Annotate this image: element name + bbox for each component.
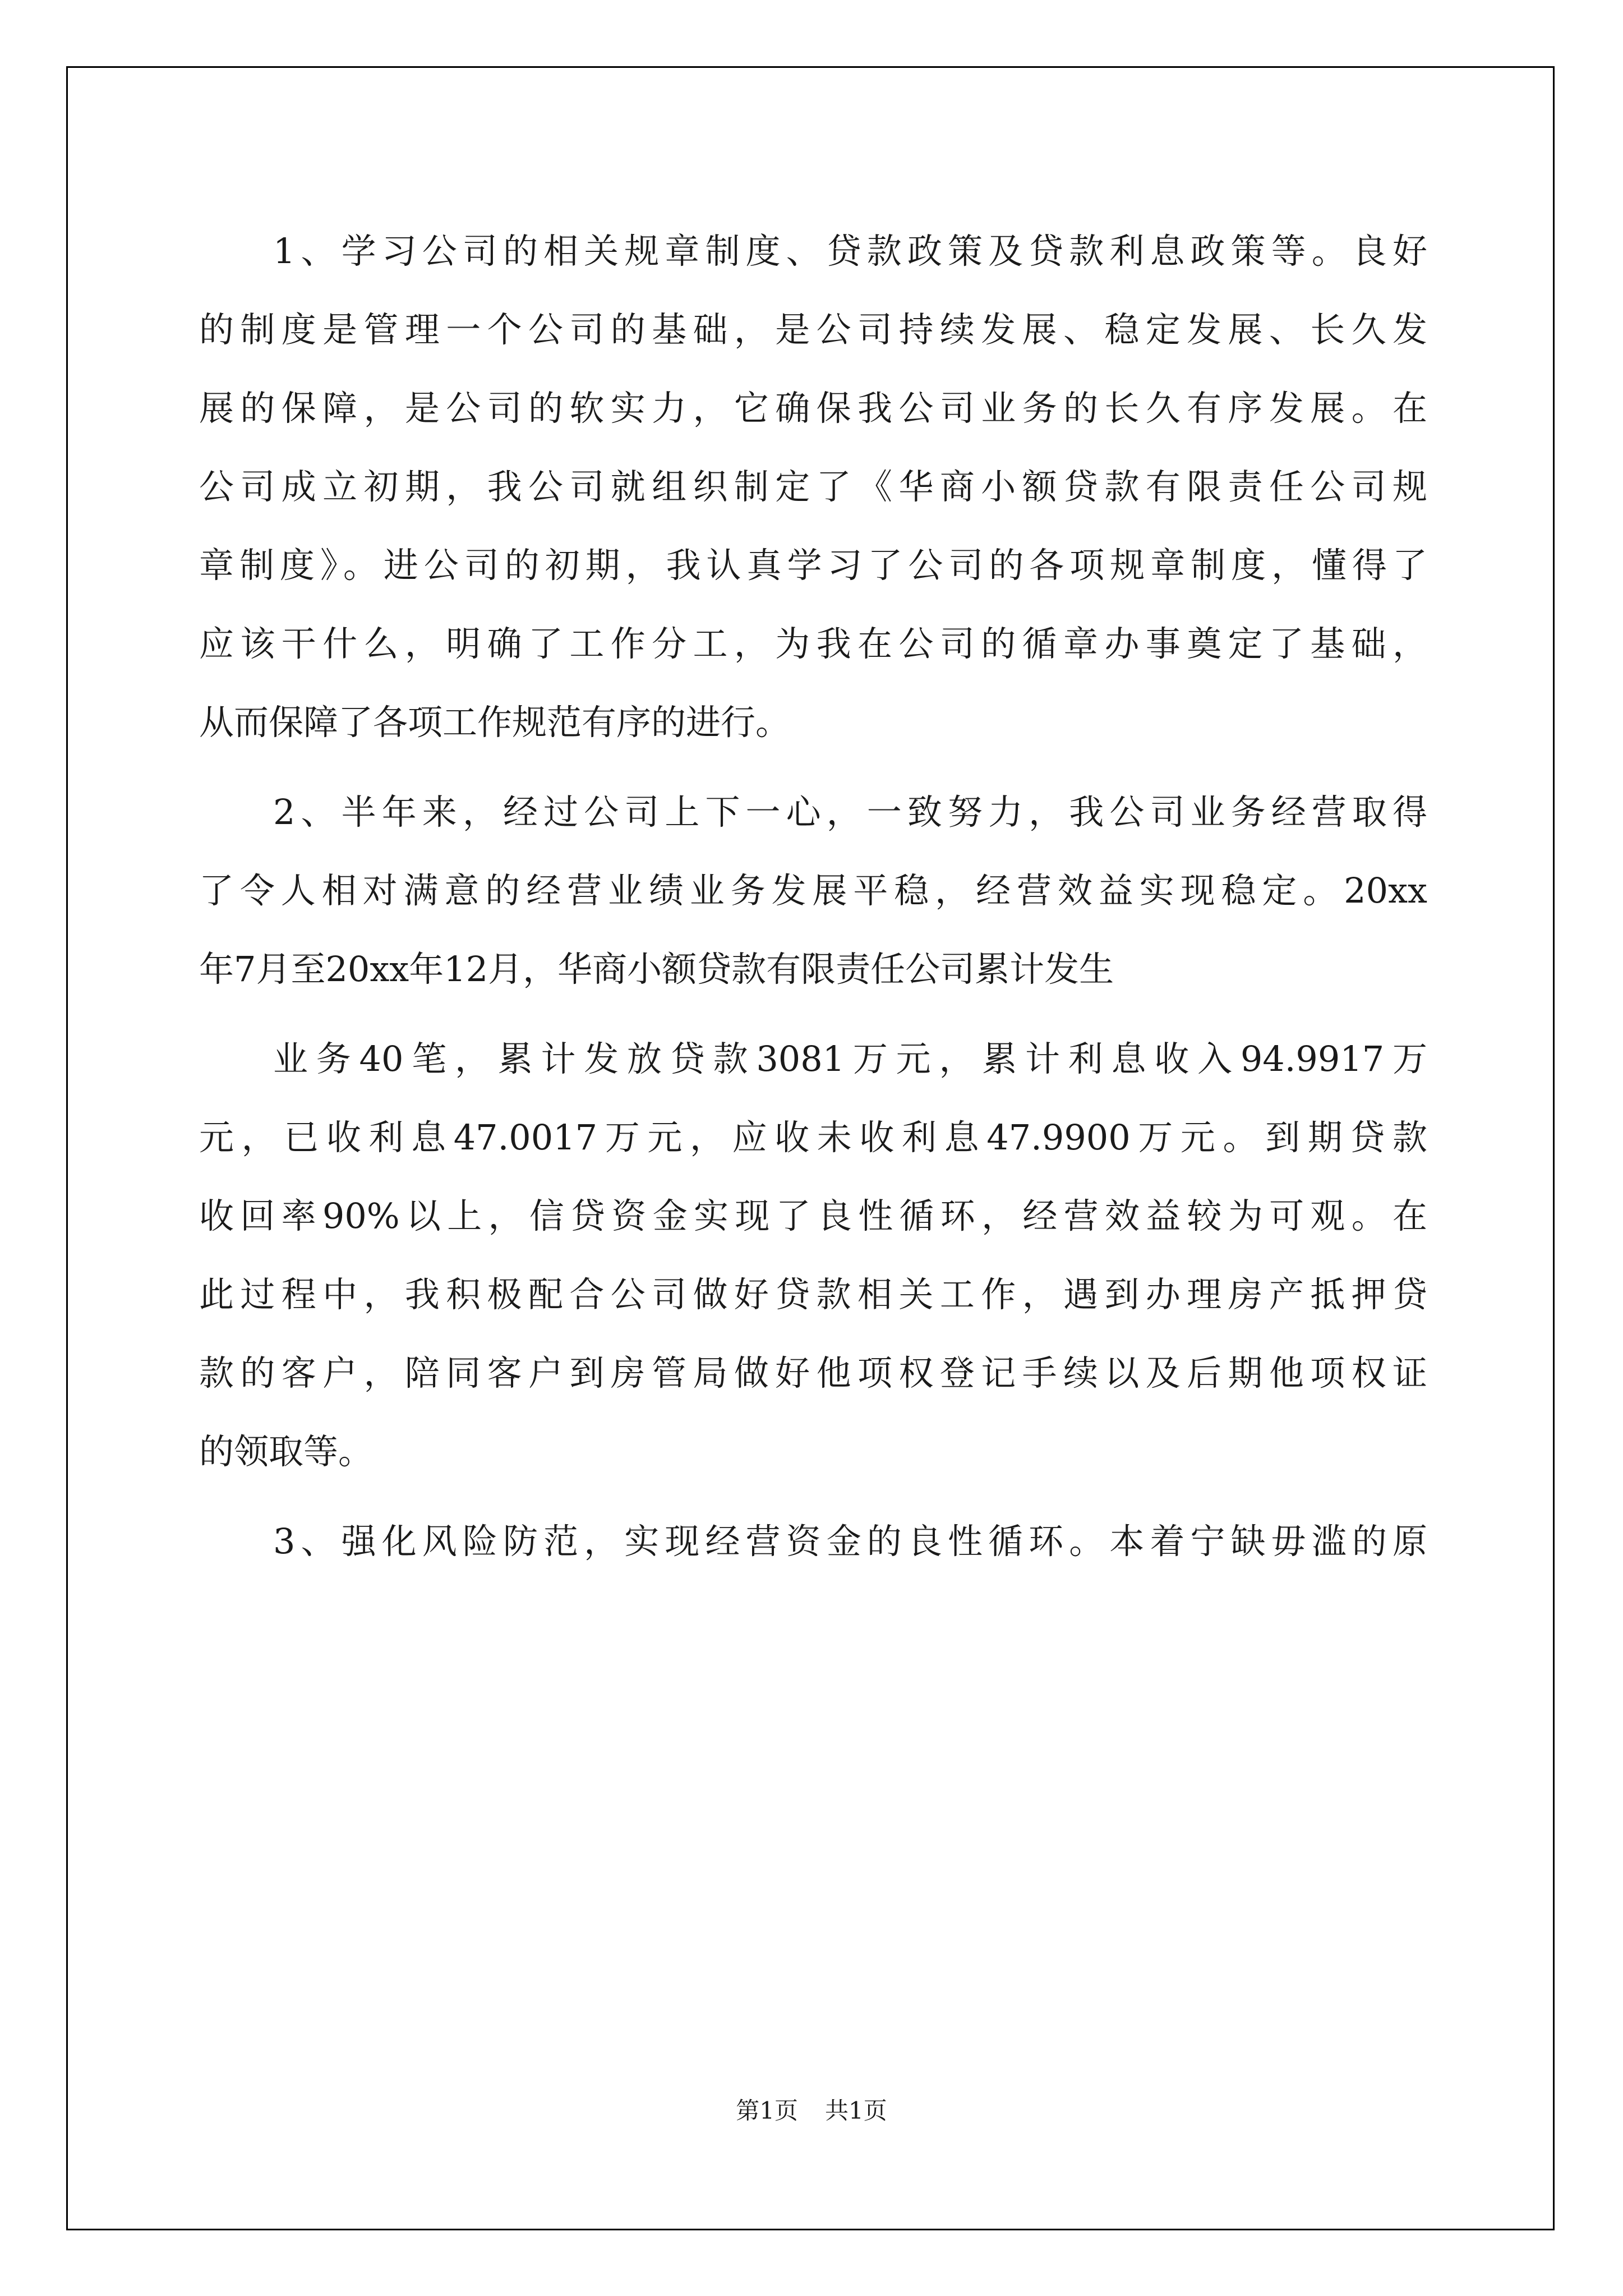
text-line: 3、强化风险防范，实现经营资金的良性循环。本着宁缺毋滥的原: [273, 1521, 1427, 1562]
page-footer: [0, 2092, 1623, 2126]
text-line: 款的客户，陪同客户到房管局做好他项权登记手续以及后期他项权证: [199, 1352, 1427, 1393]
text-line: 的制度是管理一个公司的基础，是公司持续发展、稳定发展、长久发: [199, 309, 1427, 350]
text-line: 年7月至20xx年12月，华商小额贷款有限责任公司累计发生: [199, 949, 1114, 990]
text-line: 了令人相对满意的经营业绩业务发展平稳，经营效益实现稳定。20xx: [199, 870, 1427, 911]
text-line: 1、学习公司的相关规章制度、贷款政策及贷款利息政策等。良好: [273, 231, 1427, 272]
total-pages: 共1页: [825, 2097, 887, 2124]
text-line: 展的保障，是公司的软实力，它确保我公司业务的长久有序发展。在: [199, 388, 1427, 429]
paragraph-1: [199, 212, 1427, 762]
paragraph-3: [199, 1020, 1427, 1491]
text-line: 公司成立初期，我公司就组织制定了《华商小额贷款有限责任公司规: [199, 466, 1427, 507]
document-body: [199, 212, 1427, 1581]
text-line: 从而保障了各项工作规范有序的进行。: [199, 702, 791, 743]
text-line: 应该干什么，明确了工作分工，为我在公司的循章办事奠定了基础，: [199, 623, 1427, 664]
text-line: 此过程中，我积极配合公司做好贷款相关工作，遇到办理房产抵押贷: [199, 1274, 1427, 1315]
text-line: 章制度》。进公司的初期，我认真学习了公司的各项规章制度，懂得了: [199, 545, 1427, 586]
text-line: 收回率90%以上，信贷资金实现了良性循环，经营效益较为可观。在: [199, 1195, 1427, 1236]
paragraph-4: [199, 1502, 1427, 1581]
paragraph-2: [199, 773, 1427, 1009]
text-line: 业务40笔，累计发放贷款3081万元，累计利息收入94.9917万: [273, 1038, 1427, 1079]
text-line: 2、半年来，经过公司上下一心，一致努力，我公司业务经营取得: [273, 792, 1427, 832]
text-line: 元，已收利息47.0017万元，应收未收利息47.9900万元。到期贷款: [199, 1117, 1427, 1158]
text-line: 的领取等。: [199, 1431, 374, 1472]
page-number: 第1页: [736, 2097, 798, 2124]
